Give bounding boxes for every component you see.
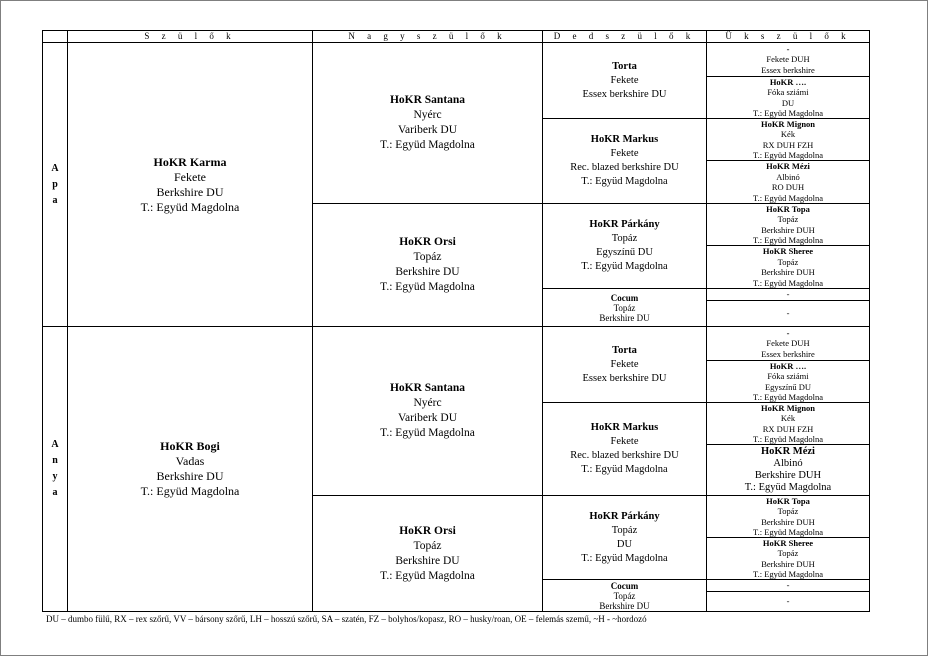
anya-gg-grandparent-3: HoKR Mignon Kék RX DUH FZH T.: Együd Magdolna: [706, 402, 869, 444]
pedigree-table: [42, 30, 870, 612]
anya-great-grandparent-3: HoKR Párkány Topáz DU T.: Együd Magdolna: [542, 495, 706, 579]
apa-gg-grandparent-3: HoKR Mignon Kék RX DUH FZH T.: Együd Magdolna: [706, 118, 869, 160]
header-great-great-grandparents: Ü k s z ü l ő k: [706, 31, 869, 42]
apa-gg-grandparent-5: HoKR Topa Topáz Berkshire DUH T.: Együd Magdolna: [706, 203, 869, 245]
apa-gg-grandparent-6: HoKR Sheree Topáz Berkshire DUH T.: Együd Magdolna: [706, 245, 869, 288]
anya-great-grandparent-4: Cocum Topáz Berkshire DU: [542, 579, 706, 611]
side-label-anya: A n y a: [43, 326, 67, 611]
apa-great-grandparent-4: Cocum Topáz Berkshire DU: [542, 288, 706, 326]
abbreviation-legend: DU – dumbo fülű, RX – rex szőrű, VV – bársony szőrű, LH – hosszú szőrű, SA – szatén, FZ – bolyhos/kopasz, RO – husky/roan, OE – felemás szemű, ~H - ~hordozó: [46, 614, 647, 624]
anya-gg-grandparent-5: HoKR Topa Topáz Berkshire DUH T.: Együd Magdolna: [706, 495, 869, 537]
apa-gg-grandparent-7: -: [706, 288, 869, 300]
anya-great-grandparent-2: HoKR Markus Fekete Rec. blazed berkshire DU T.: Együd Magdolna: [542, 402, 706, 495]
anya-grandparent-1: HoKR Santana Nyérc Variberk DU T.: Együd Magdolna: [312, 326, 542, 495]
apa-gg-grandparent-4: HoKR Mézi Albinó RO DUH T.: Együd Magdolna: [706, 160, 869, 203]
anya-gg-grandparent-6: HoKR Sheree Topáz Berkshire DUH T.: Együd Magdolna: [706, 537, 869, 579]
header-parents: S z ü l ő k: [67, 31, 312, 42]
header-corner: [43, 31, 67, 42]
apa-gg-grandparent-1: - Fekete DUH Essex berkshire: [706, 42, 869, 76]
header-great-grandparents: D e d s z ü l ő k: [542, 31, 706, 42]
apa-great-grandparent-2: HoKR Markus Fekete Rec. blazed berkshire DU T.: Együd Magdolna: [542, 118, 706, 203]
apa-great-grandparent-3: HoKR Párkány Topáz Egyszínű DU T.: Együd Magdolna: [542, 203, 706, 288]
anya-gg-grandparent-4: HoKR Mézi Albinó Berkshire DUH T.: Együd Magdolna: [706, 444, 869, 495]
apa-grandparent-1: HoKR Santana Nyérc Variberk DU T.: Együd Magdolna: [312, 42, 542, 203]
apa-gg-grandparent-8: -: [706, 300, 869, 326]
anya-gg-grandparent-1: - Fekete DUH Essex berkshire: [706, 326, 869, 360]
anya-grandparent-2: HoKR Orsi Topáz Berkshire DU T.: Együd Magdolna: [312, 495, 542, 611]
side-label-apa: A p a: [43, 42, 67, 326]
apa-parent: HoKR Karma Fekete Berkshire DU T.: Együd Magdolna: [67, 42, 312, 326]
anya-parent: HoKR Bogi Vadas Berkshire DU T.: Együd Magdolna: [67, 326, 312, 611]
anya-gg-grandparent-7: -: [706, 579, 869, 591]
header-grandparents: N a g y s z ü l ő k: [312, 31, 542, 42]
apa-great-grandparent-1: Torta Fekete Essex berkshire DU: [542, 42, 706, 118]
apa-grandparent-2: HoKR Orsi Topáz Berkshire DU T.: Együd Magdolna: [312, 203, 542, 326]
anya-gg-grandparent-2: HoKR …. Fóka sziámi Egyszínű DU T.: Együd Magdolna: [706, 360, 869, 402]
anya-great-grandparent-1: Torta Fekete Essex berkshire DU: [542, 326, 706, 402]
anya-gg-grandparent-8: -: [706, 591, 869, 611]
apa-gg-grandparent-2: HoKR …. Fóka sziámi DU T.: Együd Magdolna: [706, 76, 869, 118]
